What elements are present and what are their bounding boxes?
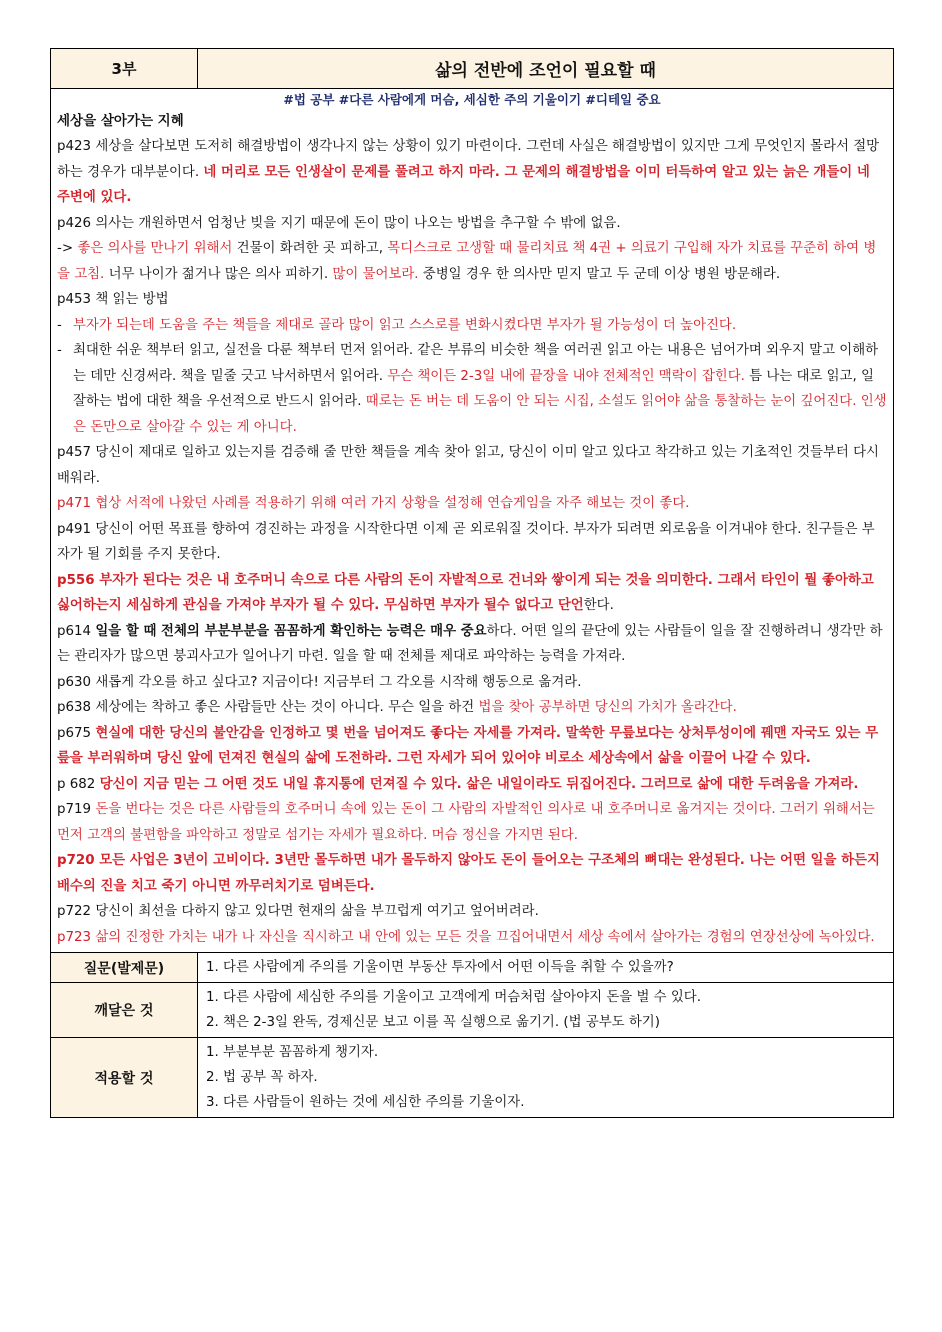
note-paragraph <box>57 619 887 670</box>
note-paragraph <box>57 491 887 517</box>
note-paragraph <box>57 134 887 211</box>
text-run: 무슨 책이든 2-3일 내에 끝장을 내야 전체적인 맥락이 잡힌다. <box>387 368 745 384</box>
hashtag-line: #법 공부 #다른 사람에게 머슴, 세심한 주의 기울이기 #디테일 중요 <box>283 92 661 107</box>
summary-row <box>51 953 893 983</box>
text-run: p453 책 읽는 방법 <box>57 292 169 307</box>
text-run: p426 의사는 개원하면서 엄청난 빚을 지기 때문에 돈이 많이 나오는 방법을 추구할 수 밖에 없음. <box>57 215 621 231</box>
part-label: 3부 <box>51 49 198 88</box>
summary-row-label: 질문(발제문) <box>51 953 198 982</box>
note-paragraph <box>57 440 887 491</box>
summary-row-content <box>198 983 893 1037</box>
note-paragraph <box>57 670 887 696</box>
note-paragraph <box>57 721 887 772</box>
text-run: 건물이 화려한 곳 피하고, <box>232 241 388 256</box>
summary-item: 3. 다른 사람들이 원하는 것에 세심한 주의를 기울이자. <box>206 1095 525 1110</box>
text-run: 일을 할 때 전체의 부분부분을 꼼꼼하게 확인하는 능력은 매우 중요 <box>95 623 487 639</box>
summary-item: 2. 책은 2-3일 완독, 경제신문 보고 이를 꼭 실행으로 옮기기. (법 공부도 하기) <box>206 1015 660 1030</box>
summary-row <box>51 1038 893 1117</box>
note-paragraph <box>57 236 887 287</box>
note-paragraph <box>57 925 887 951</box>
note-paragraph <box>57 211 887 237</box>
text-run: 틈 나는 대로 읽고, 일 잘하는 법에 대한 책을 우선적으로 반드시 읽어라. <box>73 368 874 409</box>
text-run: 중병일 경우 한 의사만 믿지 말고 두 군데 이상 병원 방문해라. <box>418 266 781 282</box>
text-run: p614 <box>57 623 96 639</box>
note-paragraph <box>57 517 887 568</box>
chapter-title: 삶의 전반에 조언이 필요할 때 <box>198 49 893 88</box>
text-run: p 682 <box>57 776 100 792</box>
text-run: p423 세상을 살다보면 도저히 해결방법이 생각나지 않는 상황이 있기 마련이다. 그런데 사실은 해결방법이 있지만 그게 무엇인지 몰라서 절망하는 경우가 대부분이다. <box>57 139 880 180</box>
summary-row <box>51 983 893 1038</box>
text-run: p722 당신이 최선을 다하지 않고 있다면 현재의 삶을 부끄럽게 여기고 엎어버려라. <box>57 904 539 919</box>
text-run: p491 당신이 어떤 목표를 향하여 경진하는 과정을 시작한다면 이제 곧 외로워질 것이다. 부자가 되려면 외로움을 이겨내야 한다. 친구들은 부자가 될 기회를 주지 못한다. <box>57 521 875 562</box>
note-paragraph <box>57 797 887 848</box>
text-run: 때로는 돈 버는 데 도움이 안 되는 시집, 소설도 읽어야 삶을 통찰하는 눈이 깊어진다. 인생은 돈만으로 살아갈 수 있는 게 아니다. <box>73 394 887 435</box>
bullet-paragraph <box>57 338 887 440</box>
text-run: p719 <box>57 802 96 817</box>
paragraph-list <box>57 134 887 950</box>
text-run: 하다. 어떤 일의 끝단에 있는 사람들이 일을 잘 진행하려니 생각만 하는 관리자가 많으면 붕괴사고가 일어나기 마련. 일을 할 때 전체를 제대로 파악하는 능력을 가져라. <box>57 623 883 664</box>
text-run: p720 모든 사업은 3년이 고비이다. 3년만 몰두하면 내가 몰두하지 않아도 돈이 들어오는 구조체의 뼈대는 완성된다. 나는 어떤 일을 하든지 배수의 진을 치고 죽기 아니면 까무러치기로 덤벼든다. <box>57 853 880 894</box>
note-paragraph <box>57 899 887 925</box>
text-run: p556 부자가 된다는 것은 내 호주머니 속으로 다른 사람의 돈이 자발적으로 건너와 쌓이게 되는 것을 의미한다. 그래서 타인이 뭘 좋아하고 싫어하는지 세심하게 관심을 가져야 부자가 될 수 있다. 무심하면 부자가 될수 없다고 단언 <box>57 572 874 613</box>
text-run: 목디스크로 고생할 때 물리치료 책 4권 + 의료기 구입해 자가 치료를 꾸준히 하여 병을 고침. <box>57 241 877 282</box>
text-run: 많이 물어보라. <box>332 266 419 282</box>
reading-note-sheet <box>50 48 894 1118</box>
summary-item: 2. 법 공부 꼭 하자. <box>206 1070 318 1085</box>
notes-body <box>51 89 893 953</box>
note-paragraph <box>57 287 887 313</box>
summary-row-content <box>198 1038 893 1117</box>
note-paragraph <box>57 772 887 798</box>
text-run: 돈을 번다는 것은 다른 사람들의 호주머니 속에 있는 돈이 그 사람의 자발적인 의사로 내 호주머니로 옮겨지는 것이다. 그러기 위해서는 먼저 고객의 불편함을 파악하고 정말로 섬기는 자세가 필요하다. 머슴 정신을 가지면 된다. <box>57 802 875 843</box>
text-run: p638 세상에는 착하고 좋은 사람들만 산는 것이 아니다. 무슨 일을 하건 <box>57 700 479 715</box>
text-run: -> <box>57 241 78 256</box>
text-run: 최대한 쉬운 책부터 읽고, 실전을 다룬 책부터 먼저 읽어라. 같은 부류의 비슷한 책을 여러권 읽고 아는 내용은 넘어가며 외우지 말고 이해하는 데만 신경써라. 책을 밑줄 긋고 낙서하면서 읽어라. <box>73 343 879 384</box>
summary-item: 1. 다른 사람에 세심한 주의를 기울이고 고객에게 머슴처럼 살아야지 돈을 벌 수 있다. <box>206 990 701 1005</box>
text-run: 부자가 되는데 도움을 주는 책들을 제대로 골라 많이 읽고 스스로를 변화시켰다면 부자가 될 가능성이 더 높아진다. <box>73 317 737 333</box>
text-run: p723 삶의 진정한 가치는 내가 나 자신을 직시하고 내 안에 있는 모든 것을 끄집어내면서 세상 속에서 살아가는 경험의 연장선상에 녹아있다. <box>57 929 875 945</box>
text-run: 좋은 의사를 만나기 위해서 <box>77 241 233 256</box>
text-run: p457 당신이 제대로 일하고 있는지를 검증해 줄 만한 책들을 계속 찾아 읽고, 당신이 이미 알고 있다고 착각하고 있는 기초적인 것들부터 다시 배워라. <box>57 445 879 486</box>
summary-row-label: 깨달은 것 <box>51 983 198 1037</box>
section-title: 세상을 살아가는 지혜 <box>57 113 184 129</box>
text-run: 당신이 지금 믿는 그 어떤 것도 내일 휴지통에 던져질 수 있다. 삶은 내일이라도 뒤집어진다. 그러므로 삶에 대한 두려움을 가져라. <box>99 776 859 792</box>
text-run: 협상 서적에 나왔던 사례를 적용하기 위해 여러 가지 상황을 설정해 연습게임을 자주 해보는 것이 좋다. <box>95 496 690 511</box>
text-run: p675 <box>57 725 96 741</box>
text-run: p630 새롭게 각오를 하고 싶다고? 지금이다! 지금부터 그 각오를 시작해 행동으로 옮겨라. <box>57 674 582 690</box>
text-run: p471 <box>57 496 96 511</box>
header-row <box>51 49 893 89</box>
summary-item: 1. 부분부분 꼼꼼하게 챙기자. <box>206 1045 379 1060</box>
note-paragraph <box>57 848 887 899</box>
text-run: 법을 찾아 공부하면 당신의 가치가 올라간다. <box>478 700 737 715</box>
text-run: 네 머리로 모든 인생살이 문제를 풀려고 하지 마라. 그 문제의 해결방법을 이미 터득하여 알고 있는 늙은 개들이 네 주변에 있다. <box>57 164 870 205</box>
summary-table <box>51 953 893 1117</box>
summary-item: 1. 다른 사람에게 주의를 기울이면 부동산 투자에서 어떤 이득을 취할 수 있을까? <box>206 960 674 975</box>
summary-row-label: 적용할 것 <box>51 1038 198 1117</box>
text-run: 현실에 대한 당신의 불안감을 인정하고 몇 번을 넘어져도 좋다는 자세를 가져라. 말쑥한 무릎보다는 상처투성이에 꿰맨 자국도 있는 무릎을 부러워하며 당신 앞에 던져진 현실의 삶에 도전하라. 그런 자세가 되어 있어야 비로소 세상속에서 삶을 이끌어 나갈 수 있다. <box>57 725 879 766</box>
note-paragraph <box>57 695 887 721</box>
text-run: 너무 나이가 젊거나 많은 의사 피하기. <box>104 266 333 282</box>
summary-row-content <box>198 953 893 982</box>
text-run: 한다. <box>583 598 614 613</box>
note-paragraph <box>57 568 887 619</box>
bullet-paragraph <box>57 313 887 339</box>
